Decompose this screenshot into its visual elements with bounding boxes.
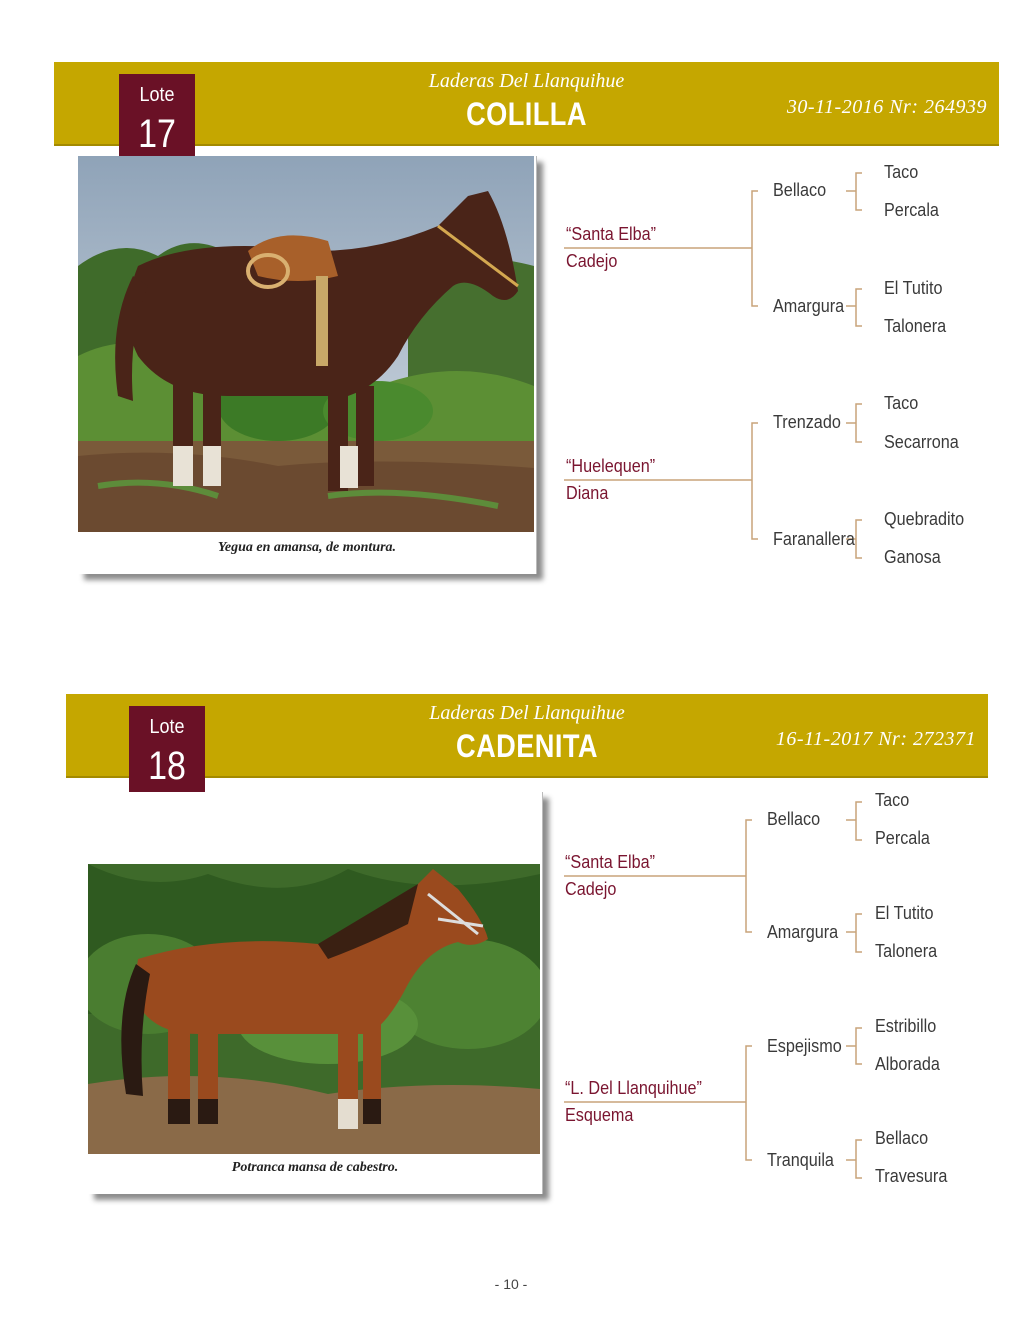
- pedigree-dam-dam: Tranquila: [767, 1150, 834, 1170]
- pedigree-sire-dam-sire: El Tutito: [884, 278, 943, 298]
- birth-date-registry: 30-11-2016 Nr: 264939: [786, 96, 987, 118]
- horse-name: CADENITA: [456, 728, 598, 764]
- pedigree-dam-dam-sire: Bellaco: [875, 1128, 929, 1148]
- pedigree-dam-sire-dam: Alborada: [875, 1054, 940, 1074]
- horse-name: COLILLA: [466, 96, 587, 132]
- pedigree-lines: [0, 632, 1022, 1232]
- lot-number: 18: [148, 744, 186, 788]
- breeder-name: Laderas Del Llanquihue: [429, 702, 625, 724]
- pedigree-sire-dam: Amargura: [767, 922, 839, 942]
- lot-label: Lote: [149, 716, 185, 738]
- breeder-name: Laderas Del Llanquihue: [428, 70, 625, 92]
- pedigree-dam-sire: Trenzado: [773, 412, 841, 432]
- pedigree-sire-sire: Bellaco: [767, 809, 821, 829]
- pedigree-dam: “Huelequen”: [566, 456, 656, 476]
- pedigree-sire: “Santa Elba”: [566, 224, 657, 244]
- photo-caption: Yegua en amansa, de montura.: [217, 540, 397, 555]
- pedigree-sire-sire-sire: Taco: [884, 162, 919, 182]
- pedigree-dam: “L. Del Llanquihue”: [565, 1078, 702, 1098]
- pedigree-dam-sire: Espejismo: [767, 1036, 842, 1056]
- pedigree-lines: [0, 0, 1022, 600]
- page-number: - 10 -: [494, 1276, 528, 1292]
- pedigree-sire-sire-sire: Taco: [875, 790, 910, 810]
- pedigree-sire-sire-dam: Percala: [884, 200, 939, 220]
- pedigree-dam-sire-dam: Secarrona: [884, 432, 959, 452]
- pedigree-sire: “Santa Elba”: [565, 852, 656, 872]
- pedigree-sire-sire: Bellaco: [773, 180, 827, 200]
- pedigree-sire-second: Cadejo: [565, 879, 617, 899]
- pedigree-sire-dam: Amargura: [773, 296, 845, 316]
- pedigree-dam-sire-sire: Taco: [884, 393, 919, 413]
- pedigree-dam-dam-dam: Travesura: [875, 1166, 948, 1186]
- pedigree-dam-second: Diana: [566, 483, 609, 503]
- lot-17: [0, 0, 1022, 600]
- pedigree-sire-dam-dam: Talonera: [875, 941, 938, 961]
- photo-caption: Potranca mansa de cabestro.: [231, 1160, 399, 1175]
- pedigree-sire-second: Cadejo: [566, 251, 618, 271]
- lot-18: [0, 632, 1022, 1232]
- lot-number: 17: [138, 112, 176, 156]
- pedigree-dam-dam-dam: Ganosa: [884, 547, 941, 567]
- pedigree-sire-sire-dam: Percala: [875, 828, 930, 848]
- pedigree-sire-dam-dam: Talonera: [884, 316, 947, 336]
- pedigree-dam-sire-sire: Estribillo: [875, 1016, 937, 1036]
- lot-label: Lote: [139, 84, 175, 106]
- pedigree-dam-dam-sire: Quebradito: [884, 509, 965, 529]
- pedigree-sire-dam-sire: El Tutito: [875, 903, 934, 923]
- pedigree-dam-second: Esquema: [565, 1105, 634, 1125]
- birth-date-registry: 16-11-2017 Nr: 272371: [775, 728, 976, 750]
- pedigree-dam-dam: Faranallera: [773, 529, 855, 549]
